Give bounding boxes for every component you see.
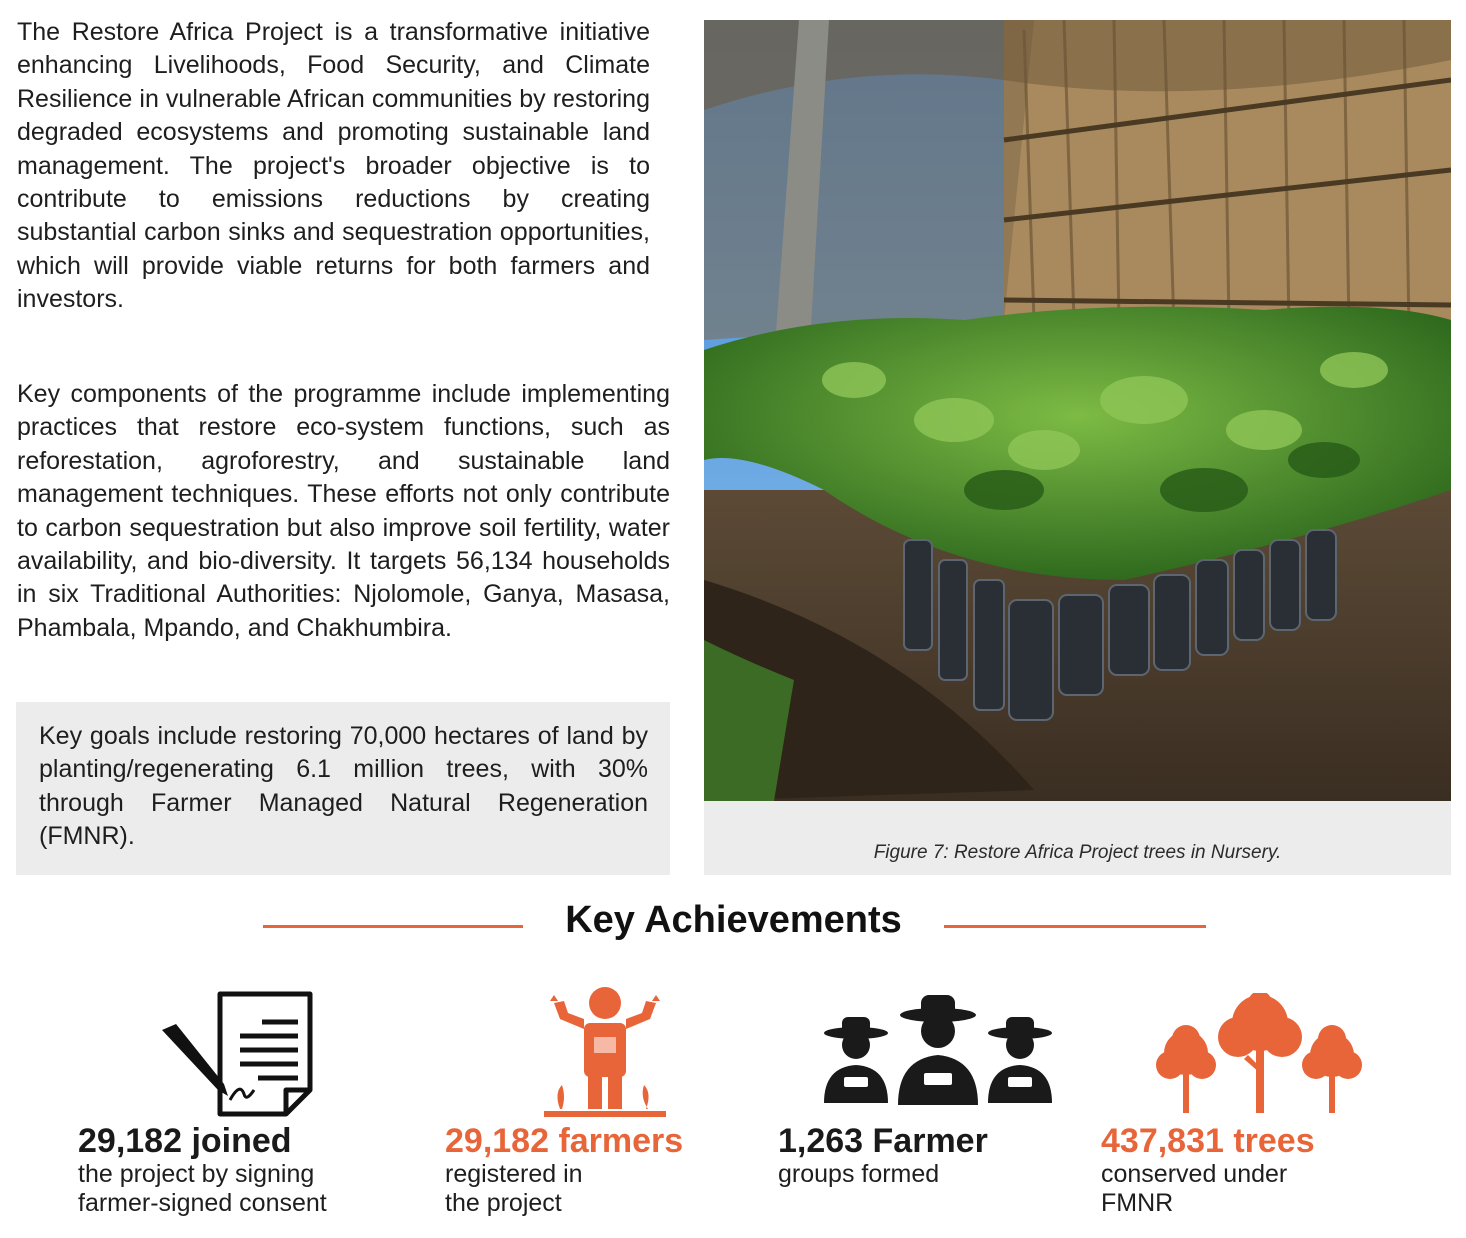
intro-paragraph-2: Key components of the programme include implementing practices that restore eco-system functions, such as reforestation, agroforestry, and sustainable land management techniques. These efforts not only contribute to carbon sequestration but also improve soil fertility, water availability, and bio-diversity. It targets 56,134 households in six Traditional Authorities: Njolomole, Ganya, Masasa, Phambala, Mpando, and Chakhumbira. xyxy=(17,380,670,642)
signed-document-icon xyxy=(158,990,318,1120)
figure-caption: Figure 7: Restore Africa Project trees in Nursery. xyxy=(873,842,1282,863)
stat-farmers xyxy=(445,0,765,1238)
intro-paragraph-1: The Restore Africa Project is a transformative initiative enhancing Livelihoods, Food Security, and Climate Resilience in vulnerable African communities by restoring degraded ecosystems and promoting sustainable land management. The project's broader objective is to contribute to emissions reductions by creating substantial carbon sinks and sequestration opportunities, which will provide viable returns for both farmers and investors. xyxy=(17,18,650,314)
stat-farmers-desc: registered in the project xyxy=(445,1160,583,1217)
stat-trees-desc: conserved under FMNR xyxy=(1101,1160,1288,1217)
trees-icon xyxy=(1156,993,1366,1115)
farmer-icon xyxy=(540,985,670,1120)
stat-groups-value: 1,263 Farmer xyxy=(778,1122,988,1160)
stat-joined xyxy=(78,0,398,1238)
stat-farmers-value: 29,182 farmers xyxy=(445,1122,684,1160)
stat-joined-desc: the project by signing farmer-signed consent xyxy=(78,1160,327,1217)
key-goals-text: Key goals include restoring 70,000 hectares of land by planting/regenerating 6.1 million trees, with 30% through Farmer Managed Natural Regeneration (FMNR). xyxy=(39,722,648,851)
stat-joined-value: 29,182 joined xyxy=(78,1122,292,1160)
stat-trees xyxy=(1101,0,1421,1238)
section-title: Key Achievements xyxy=(565,899,902,941)
farmer-group-icon xyxy=(818,993,1058,1108)
stat-groups xyxy=(778,0,1098,1238)
stat-trees-value: 437,831 trees xyxy=(1101,1122,1315,1160)
stat-groups-desc: groups formed xyxy=(778,1160,940,1188)
